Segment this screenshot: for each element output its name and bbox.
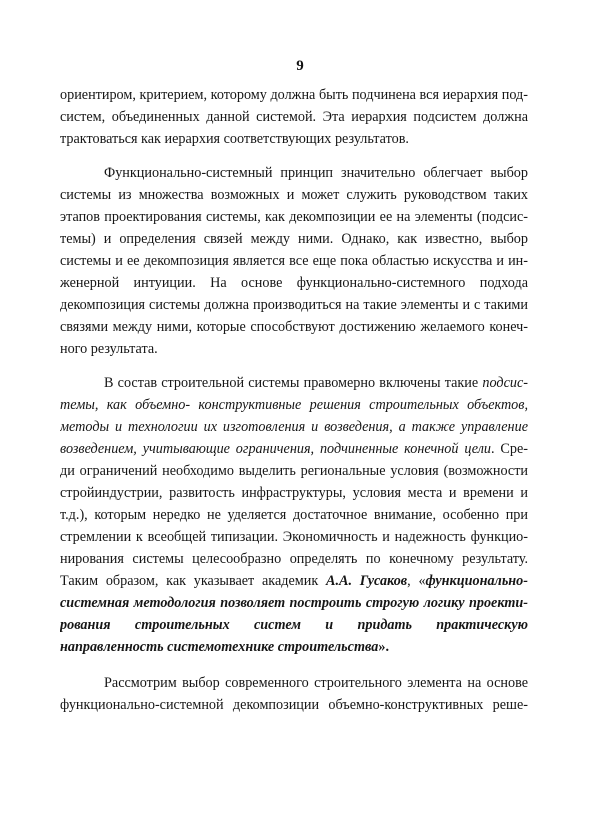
paragraph-2-line-6: женерной интуиции. На основе функционально-системного подхода bbox=[60, 275, 528, 291]
paragraph-2-line-2: системы из множества возможных и может служить руководством таких bbox=[60, 187, 528, 203]
paragraph-3-line-2: темы, как объемно- конструктивные решения строительных объектов, bbox=[60, 397, 528, 413]
paragraph-3-line-3: методы и технологии их изготовления и возведения, а также управление bbox=[60, 419, 528, 435]
paragraph-3-line-13 bbox=[60, 636, 528, 658]
paragraph-1-line-2: систем, объединенных данной системой. Эта иерархия подсистем должна bbox=[60, 109, 528, 125]
paragraph-2-line-5: системы и ее декомпозиция является все еще пока областью искусства и ин- bbox=[60, 253, 528, 269]
paragraph-1 bbox=[60, 84, 528, 150]
paragraph-3-line-10-regular: Таким образом, как указывает академик bbox=[60, 573, 327, 589]
paragraph-3-line-11: системная методология позволяет построить строгую логику проекти- bbox=[60, 595, 528, 611]
paragraph-4-line-1: Рассмотрим выбор современного строительного элемента на основе bbox=[104, 675, 528, 691]
paragraph-3-line-10-punct: , « bbox=[407, 573, 426, 589]
paragraph-3-line-1 bbox=[60, 372, 528, 394]
paragraph-3-line-13-quote: направленность системотехнике строительства bbox=[60, 639, 379, 655]
paragraph-gap bbox=[60, 658, 528, 672]
paragraph-2-line-7: декомпозиция системы должна производиться на такие элементы и с такими bbox=[60, 297, 528, 313]
paragraph-3-line-4 bbox=[60, 438, 528, 460]
paragraph-2-line-1: Функционально-системный принцип значительно облегчает выбор bbox=[104, 165, 528, 181]
paragraph-3-line-9: нирования системы целесообразно определять по конечному результату. bbox=[60, 551, 528, 567]
paragraph-3-line-1-regular: В состав строительной системы правомерно включены такие bbox=[104, 375, 483, 391]
paragraph-2-line-8: связями между ними, которые способствуют достижению желаемого конеч- bbox=[60, 319, 528, 335]
paragraph-3-line-13-punct: ». bbox=[378, 639, 389, 655]
paragraph-1-line-1: ориентиром, критерием, которому должна быть подчинена вся иерархия под- bbox=[60, 87, 528, 103]
paragraph-gap bbox=[60, 150, 528, 162]
paragraph-3-line-10-author: А.А. Гусаков bbox=[326, 573, 408, 589]
paragraph-3-line-7: т.д.), которым нередко не уделяется достаточное внимание, особенно при bbox=[60, 507, 528, 523]
paragraph-2 bbox=[60, 162, 528, 360]
paragraph-3-line-10 bbox=[60, 570, 528, 592]
paragraph-gap bbox=[60, 360, 528, 372]
body-text bbox=[60, 84, 528, 716]
paragraph-3-line-4-regular: . Сре- bbox=[491, 441, 528, 457]
paragraph-2-line-4: темы) и определения связей между ними. Однако, как известно, выбор bbox=[60, 231, 528, 247]
paragraph-3-line-10-quote: функционально- bbox=[425, 573, 528, 589]
paragraph-4 bbox=[60, 672, 528, 716]
paragraph-1-line-3: трактоваться как иерархия соответствующих результатов. bbox=[60, 131, 409, 147]
paragraph-2-line-3: этапов проектирования системы, как декомпозиции ее на элементы (подсис- bbox=[60, 209, 528, 225]
paragraph-3-line-4-italic: возведением, учитывающие ограничения, подчиненные конечной цели bbox=[60, 441, 492, 457]
paragraph-3-line-1-italic: подсис- bbox=[482, 375, 528, 391]
paragraph-3-line-5: ди ограничений необходимо выделить региональные условия (возможности bbox=[60, 463, 528, 479]
paragraph-3-line-6: стройиндустрии, развитость инфраструктуры, условия места и времени и bbox=[60, 485, 528, 501]
paragraph-3 bbox=[60, 372, 528, 658]
paragraph-4-line-2: функционально-системной декомпозиции объемно-конструктивных реше- bbox=[60, 697, 528, 713]
paragraph-2-line-9: ного результата. bbox=[60, 341, 158, 357]
page-number: 9 bbox=[296, 58, 304, 74]
paragraph-3-line-12: рования строительных систем и придать практическую bbox=[60, 617, 528, 633]
paragraph-3-line-8: стремлении к всеобщей типизации. Экономичность и надежность функцио- bbox=[60, 529, 528, 545]
